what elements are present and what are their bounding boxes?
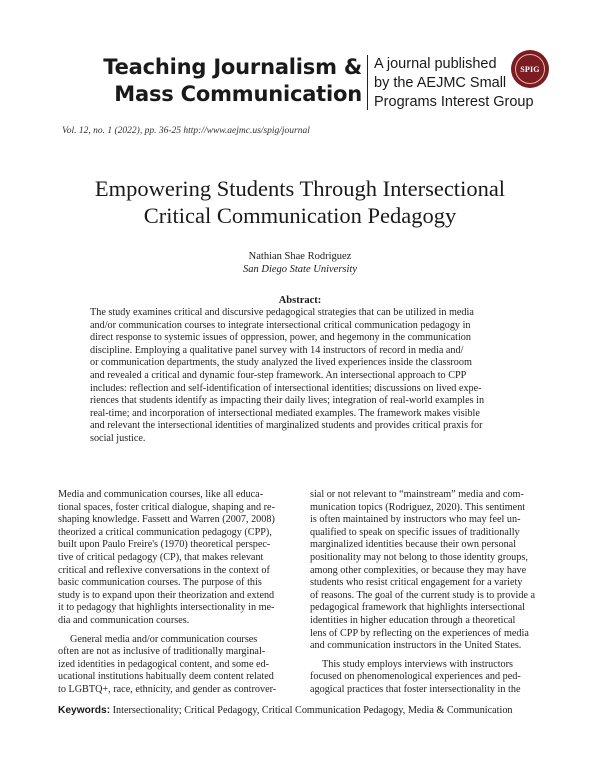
text-line: critical and reflexive conversations in the context of (58, 564, 270, 576)
text-line: and communication instructors in the United States. (310, 640, 522, 652)
text-line: real-time; and incorporation of intersectional mediated examples. The framework makes visible (90, 407, 480, 419)
masthead-divider (367, 55, 368, 110)
text-line: includes: reflection and self-identification of intersectional identities; discussions on lived expe- (90, 382, 482, 394)
body-column-right (310, 489, 548, 697)
text-line: This study employs interviews with instructors (322, 658, 514, 670)
text-line: shaping knowledge. Fassett and Warren (2007, 2008) (58, 514, 275, 526)
abstract-body (90, 307, 514, 446)
text-line: sial or not relevant to “mainstream” media and com- (310, 489, 524, 500)
right-paragraph-1 (310, 489, 548, 653)
text-line: often are not as inclusive of traditionally marginal- (58, 646, 266, 658)
text-line: and relevant the intersectional identities of marginalized students and provides critical praxis for (90, 420, 483, 432)
text-line: study is to expand upon their theorization and extend (58, 589, 275, 601)
keywords-line (58, 705, 513, 716)
text-line: is often maintained by instructors who may feel un- (310, 514, 521, 526)
keywords-text: Intersectionality; Critical Pedagogy, Critical Communication Pedagogy, Media & Communication (110, 705, 513, 716)
text-line: The study examines critical and discursive pedagogical strategies that can be utilized in media (90, 307, 474, 318)
text-line: lens of CPP by reflecting on the experiences of media (310, 627, 529, 639)
text-line: social justice. (90, 432, 146, 444)
text-line: identities in higher education through a theoretical (310, 614, 516, 626)
logo-text: SPIG (520, 64, 540, 74)
title-line1: Empowering Students Through Intersectional (94, 176, 506, 201)
text-line: qualified to speak on specific issues of traditionally (310, 526, 520, 538)
text-line: or communication departments, the study analyzed the lived experiences inside the classroom (90, 357, 472, 369)
text-line: of reasons. The goal of the current study is to provide a (310, 589, 536, 601)
spig-logo (511, 50, 549, 88)
left-paragraph-2 (58, 634, 296, 697)
text-line: direct response to systemic issues of oppression, power, and hegemony in the communication (90, 332, 471, 344)
text-line: positionality may not belong to those identity groups, (310, 551, 528, 563)
text-line: dia and communication courses. (58, 614, 190, 626)
abstract-heading: Abstract: (278, 295, 322, 306)
text-line: riences that students identify as impacting their daily lives; integration of real-world examples in (90, 395, 485, 407)
text-line: theorized a critical communication pedagogy (CPP), (58, 526, 272, 538)
text-line: discipline. Employing a qualitative panel survey with 14 instructors of record in media and/ (90, 344, 464, 356)
author-affiliation: San Diego State University (242, 264, 358, 275)
journal-name-line2: Mass Communication (114, 82, 362, 106)
text-line: ized identities in pedagogical content, and some ed- (58, 658, 270, 670)
tagline-line2: by the AEJMC Small (374, 75, 507, 91)
keywords-label: Keywords: (58, 705, 111, 716)
text-line: munication topics (Rodriguez, 2020). This sentiment (310, 501, 526, 513)
journal-name (62, 54, 362, 108)
text-line: to LGBTQ+, race, ethnicity, and gender as controver- (58, 683, 277, 695)
article-title (62, 175, 538, 229)
tagline-line3: Programs Interest Group (374, 94, 534, 110)
journal-name-line1: Teaching Journalism & (103, 55, 362, 79)
text-line: it to pedagogy that highlights intersectionality in me- (58, 602, 275, 614)
text-line: marginalized identities because their own personal (310, 539, 517, 551)
text-line: focused on phenomenological experiences and ped- (310, 671, 521, 683)
body-column-left (58, 489, 296, 697)
citation-line: Vol. 12, no. 1 (2022), pp. 36-25 http://www.aejmc.us/spig/journal (62, 126, 310, 136)
left-paragraph-1 (58, 489, 296, 628)
text-line: among other complexities, or because they may have (310, 564, 527, 576)
text-line: Media and communication courses, like all educa- (58, 489, 264, 500)
text-line: students who resist critical engagement for a variety (310, 577, 523, 589)
text-line: and/or communication courses to integrate intersectional critical communication pedagogy in (90, 319, 471, 331)
text-line: basic communication courses. The purpose of this (58, 577, 262, 589)
text-line: agogical practices that foster intersectionality in the (310, 683, 521, 695)
text-line: and revealed a critical and dynamic four-step framework. An intersectional approach to CPP (90, 369, 467, 381)
text-line: tive of critical pedagogy (CP), that makes relevant (58, 551, 264, 563)
tagline-line1: A journal published (374, 56, 497, 72)
right-paragraph-2 (310, 659, 548, 697)
text-line: General media and/or communication courses (70, 633, 258, 645)
author-name: Nathian Shae Rodriguez (248, 251, 352, 262)
text-line: built upon Paulo Freire's (1970) theoretical perspec- (58, 539, 271, 551)
title-line2: Critical Communication Pedagogy (143, 203, 457, 228)
text-line: pedagogical framework that highlights intersectional (310, 602, 526, 614)
text-line: tional spaces, foster critical dialogue, shaping and re- (58, 501, 275, 513)
text-line: ucational institutions habitually deem content related (58, 671, 274, 683)
